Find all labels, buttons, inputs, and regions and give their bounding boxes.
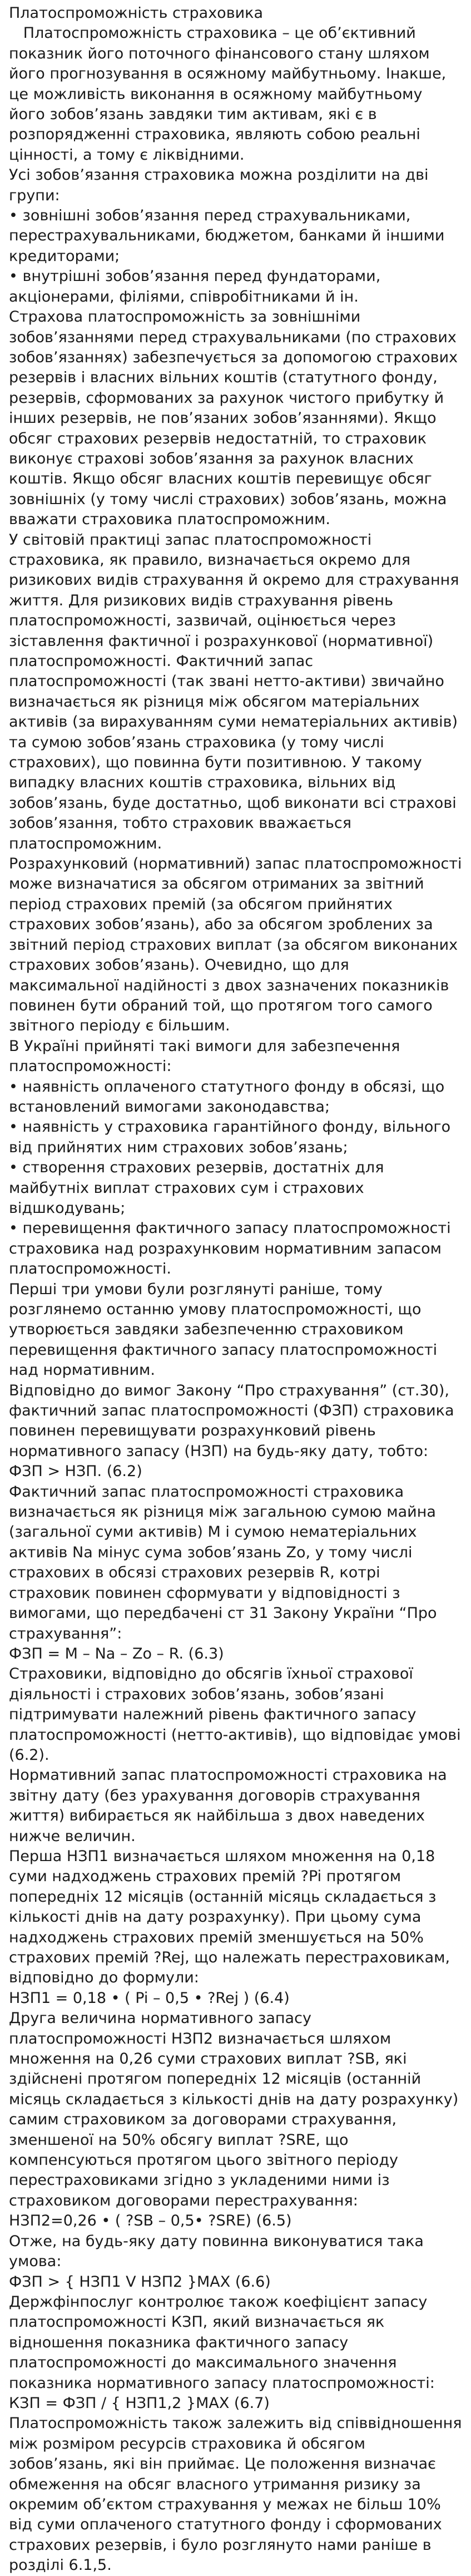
document-body bbox=[9, 23, 462, 2575]
paragraph: • створення страхових резервів, достатніх для майбутніх виплат страхових сум і страхових відшкодувань; bbox=[9, 1159, 384, 1217]
paragraph: Перші три умови були розглянуті раніше, тому розглянемо останню умову платоспроможності, що утворюється завдяки забезпеченню страховиком перевищення фактичного запасу платоспроможності над нормативним. bbox=[9, 1280, 438, 1379]
paragraph: ФЗП = М – Na – Zo – R. (6.3) bbox=[9, 1645, 224, 1662]
paragraph: Розрахунковий (нормативний) запас платоспроможності може визначатися за обсягом отриманих за звітний період страхових премій (за обсягом прийнятих страхових зобов’язань), або за обсягом зроблених за звітний період страхових виплат (за обсягом виконаних страхових зобов’язань). Очевидно, що для максимальної надійності з двох зазначених показників повинен бути обраний той, що протягом того самого звітного періоду є більшим. bbox=[9, 855, 462, 1035]
paragraph: Держфінпослуг контролює також коефіцієнт запасу платоспроможності КЗП, який визначається як відношення показника фактичного запасу платоспроможності до максимального значення показника нормативного запасу платоспроможності: bbox=[9, 2293, 435, 2392]
paragraph: • зовнішні зобов’язання перед страхувальниками, перестрахувальниками, бюджетом, банками й іншими кредиторами; bbox=[9, 207, 445, 265]
paragraph: Отже, на будь-яку дату повинна виконуватися така умова: bbox=[9, 2232, 424, 2271]
document-title: Платоспроможність страховика bbox=[9, 4, 264, 22]
paragraph: Перша НЗП1 визначається шляхом множення на 0,18 суми надходжень страхових премій ?Pi протягом попередніх 12 місяців (останній місяць складається з кількості днів на дату розрахунку). При цьому сума надходжень страхових премій зменшується на 50% страхових премій ?Rej, що належать перестраховикам, відповідно до формули: bbox=[9, 1847, 450, 1987]
paragraph: • перевищення фактичного запасу платоспроможності страховика над розрахунковим нормативним запасом платоспроможності. bbox=[9, 1220, 451, 1278]
paragraph: Друга величина нормативного запасу платоспроможності НЗП2 визначається шляхом множення на 0,26 суми страхових виплат ?SB, які здійснені протягом попередніх 12 місяців (останній місяць складається з кількості днів на дату розрахунку) самим страховиком за договорами страхування, зменшеної на 50% обсягу виплат ?SRE, що компенсуються протягом цього звітного періоду перестраховиками згідно з укладеними ними із страховиком договорами перестрахування: bbox=[9, 2010, 459, 2209]
paragraph: • наявність у страховика гарантійного фонду, вільного від прийнятих ним страхових зобов’язань; bbox=[9, 1118, 451, 1156]
paragraph: Платоспроможність страховика – це об’єктивний показник його поточного фінансового стану шляхом його прогнозування в осяжному майбутньому. Інакше, це можливість виконання в осяжному майбутньому його зобов’язань завдяки тим активам, які є в розпорядженні страховика, являють собою реальні цінності, а тому є ліквідними. bbox=[9, 24, 447, 164]
paragraph: Платоспроможність також залежить від співвідношення між розміром ресурсів страховика й обсягом зобов’язань, які він приймає. Це положення визначає обмеження на обсяг власного утримання ризику за окремим об’єктом страхування у межах не більш 10% від суми оплаченого статутного фонду і сформованих страхових резервів, і було розглянуто нами раніше в розділі 6.1,5. bbox=[9, 2415, 462, 2574]
paragraph: • наявність оплаченого статутного фонду в обсязі, що встановлений вимогами законодавства; bbox=[9, 1078, 445, 1116]
paragraph: Фактичний запас платоспроможності страховика визначається як різниця між загальною сумою майна (загальної суми активів) М і сумою нематеріальних активів Na мінус сума зобов’язань Zo, у тому числі страхових в обсязі страхових резервів R, котрі страховик повинен сформувати у відповідності з вимогами, що передбачені ст 31 Закону України “Про страхування”: bbox=[9, 1483, 437, 1642]
paragraph: ФЗП > НЗП. (6.2) bbox=[9, 1463, 142, 1481]
paragraph: Страхова платоспроможність за зовнішніми зобов’язаннями перед страхувальниками (по страхових зобов’язаннях) забезпечується за допомогою страхових резервів і власних вільних коштів (статутного фонду, резервів, сформованих за рахунок чистого прибутку й інших резервів, не пов’язаних зобов’язаннями). Якщо обсяг страхових резервів недостатній, то страховик виконує страхові зобов’язання за рахунок власних коштів. Якщо обсяг власних коштів перевищує обсяг зовнішніх (у тому числі страхових) зобов’язань, можна вважати страховика платоспроможним. bbox=[9, 308, 458, 529]
paragraph: Страховики, відповідно до обсягів їхньої страхової діяльності і страхових зобов’язань, зобов’язані підтримувати належний рівень фактичного запасу платоспроможності (нетто-активів), що відповідає умові (6.2). bbox=[9, 1665, 461, 1764]
paragraph: В Україні прийняті такі вимоги для забезпечення платоспроможності: bbox=[9, 1037, 400, 1075]
paragraph: Усі зобов’язання страховика можна розділити на дві групи: bbox=[9, 166, 429, 204]
paragraph: У світовій практиці запас платоспроможності страховика, як правило, визначається окремо для ризикових видів страхування й окремо для страхування життя. Для ризикових видів страхування рівень платоспроможності, зазвичай, оцінюється через зіставлення фактичної і розрахункової (нормативної) платоспроможності. Фактичний запас платоспроможності (так звані нетто-активи) звичайно визначається як різниця між обсягом матеріальних активів (за вирахуванням суми нематеріальних активів) та сумою зобов’язань страховика (у тому числі страхових), що повинна бути позитивною. У такому випадку власних коштів страховика, вільних від зобов’язань, буде достатньо, щоб виконати всі страхові зобов’язання, тобто страховик вважається платоспроможним. bbox=[9, 531, 459, 852]
paragraph: НЗП2=0,26 • ( ?SB – 0,5• ?SRE) (6.5) bbox=[9, 2212, 292, 2230]
paragraph: КЗП = ФЗП / { НЗП1,2 }MAX (6.7) bbox=[9, 2394, 270, 2412]
paragraph: • внутрішні зобов’язання перед фундаторами, акціонерами, філіями, співробітниками й ін. bbox=[9, 268, 381, 305]
paragraph: НЗП1 = 0,18 • ( Pi – 0,5 • ?Rej ) (6.4) bbox=[9, 1989, 290, 2007]
paragraph: ФЗП > { НЗП1 V НЗП2 }MAX (6.6) bbox=[9, 2273, 271, 2291]
paragraph: Відповідно до вимог Закону “Про страхування” (ст.30), фактичний запас платоспроможності (ФЗП) страховика повинен перевищувати розрахунковий рівень нормативного запасу (НЗП) на будь-яку дату, тобто: bbox=[9, 1381, 454, 1460]
paragraph: Нормативний запас платоспроможності страховика на звітну дату (без урахування договорів страхування життя) вибирається як найбільша з двох наведених нижче величин. bbox=[9, 1766, 447, 1845]
